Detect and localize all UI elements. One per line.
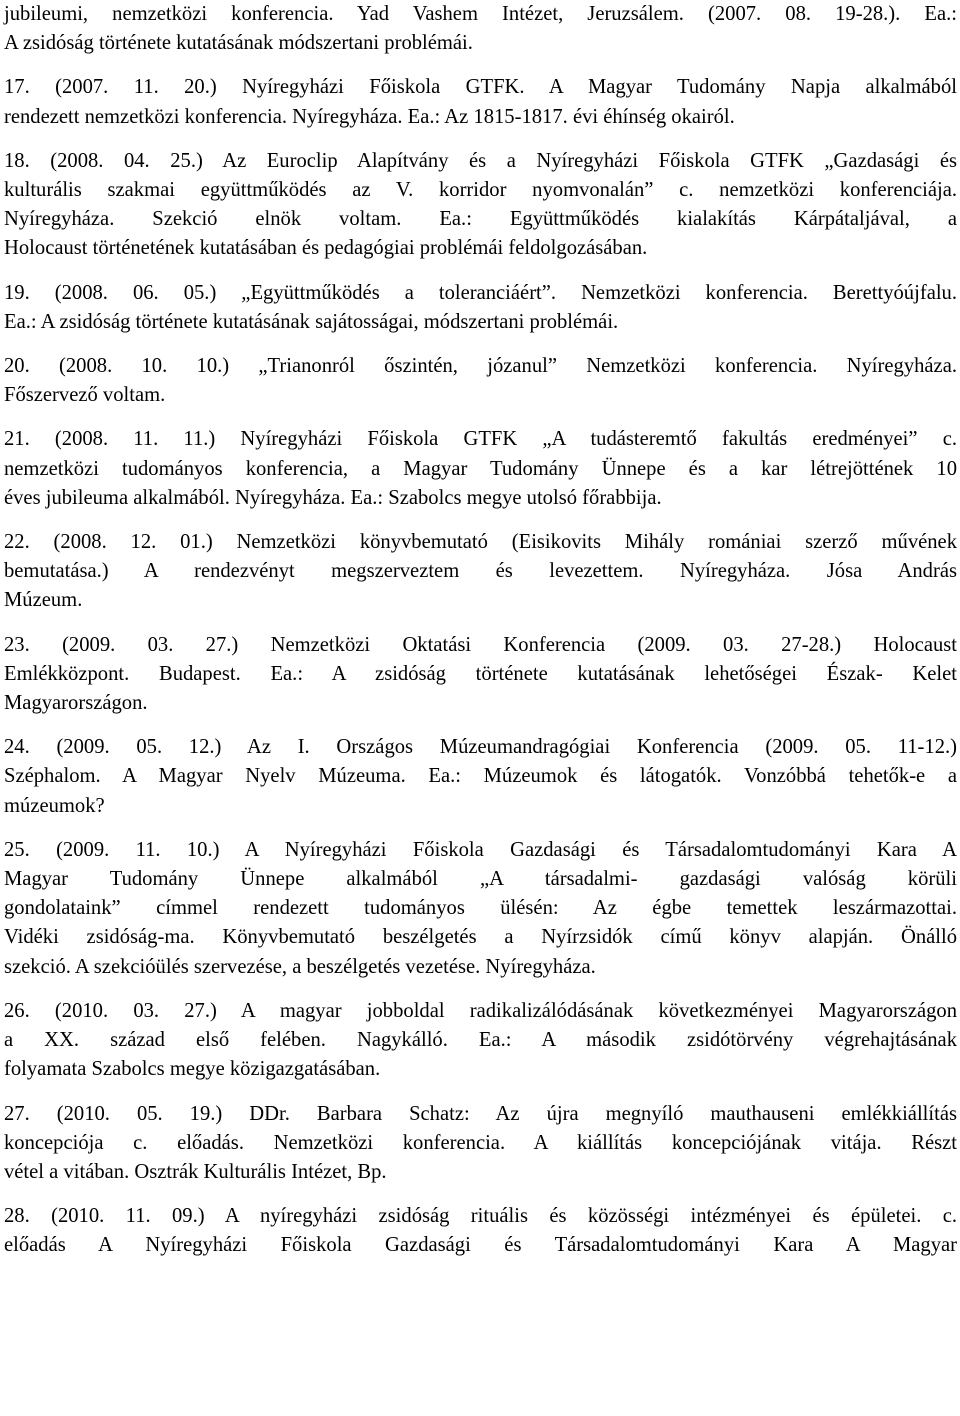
text-line: 26. (2010. 03. 27.) A magyar jobboldal radikalizálódásának következményei Magyarországon (4, 999, 957, 1022)
text-line: bemutatása.) A rendezvényt megszerveztem és levezettem. Nyíregyháza. Jósa András (4, 560, 957, 583)
list-item (4, 279, 957, 337)
text-line: kulturális szakmai együttműködés az V. korridor nyomvonalán” c. nemzetközi konferenciája. (4, 179, 957, 202)
text-line: gondolataink” címmel rendezett tudományos ülésén: Az égbe temettek leszármazottai. (4, 897, 957, 920)
list-item (4, 147, 957, 264)
text-line: múzeumok? (4, 794, 105, 817)
text-line: Magyarországon. (4, 692, 148, 715)
text-line: Vidéki zsidóság-ma. Könyvbemutató beszélgetés a Nyírzsidók című könyv alapján. Önálló (4, 926, 957, 949)
text-line: szekció. A szekcióülés szervezése, a beszélgetés vezetése. Nyíregyháza. (4, 955, 596, 978)
text-line: 22. (2008. 12. 01.) Nemzetközi könyvbemutató (Eisikovits Mihály romániai szerző művének (4, 531, 957, 554)
text-line: 23. (2009. 03. 27.) Nemzetközi Oktatási Konferencia (2009. 03. 27-28.) Holocaust (4, 633, 957, 656)
text-line: koncepciója c. előadás. Nemzetközi konferencia. A kiállítás koncepciójának vitája. Részt (4, 1131, 957, 1154)
list-item (4, 425, 957, 513)
text-line: 24. (2009. 05. 12.) Az I. Országos Múzeumandragógiai Konferencia (2009. 05. 11-12.) (4, 736, 957, 759)
text-line: Múzeum. (4, 589, 83, 612)
text-line: Emlékközpont. Budapest. Ea.: A zsidóság története kutatásának lehetőségei Észak- Kelet (4, 662, 957, 685)
text-line: előadás A Nyíregyházi Főiskola Gazdasági és Társadalomtudományi Kara A Magyar (4, 1234, 957, 1257)
list-item (4, 836, 957, 982)
text-line: 20. (2008. 10. 10.) „Trianonról őszintén, józanul” Nemzetközi konferencia. Nyíregyháza. (4, 355, 957, 378)
text-line: Széphalom. A Magyar Nyelv Múzeuma. Ea.: Múzeumok és látogatók. Vonzóbbá tehetők-e a (4, 765, 957, 788)
text-line: Magyar Tudomány Ünnepe alkalmából „A társadalmi- gazdasági valóság körüli (4, 868, 957, 891)
list-item (4, 528, 957, 616)
text-line: rendezett nemzetközi konferencia. Nyíregyháza. Ea.: Az 1815-1817. évi éhínség okairól. (4, 105, 735, 128)
text-line: 25. (2009. 11. 10.) A Nyíregyházi Főiskola Gazdasági és Társadalomtudományi Kara A (4, 838, 957, 861)
text-line: a XX. század első felében. Nagykálló. Ea.: A második zsidótörvény végrehajtásának (4, 1029, 957, 1052)
list-item (4, 997, 957, 1085)
list-item (4, 73, 957, 131)
list-item (4, 1100, 957, 1188)
text-line: Holocaust történetének kutatásában és pedagógiai problémái feldolgozásában. (4, 237, 648, 260)
list-item (4, 1202, 957, 1260)
list-item (4, 733, 957, 821)
text-line: Főszervező voltam. (4, 384, 166, 407)
document-page (4, 0, 957, 1276)
text-line: Ea.: A zsidóság története kutatásának sajátosságai, módszertani problémái. (4, 310, 619, 333)
text-line: 19. (2008. 06. 05.) „Együttműködés a toleranciáért”. Nemzetközi konferencia. Berettyóújfalu. (4, 281, 957, 304)
text-line: 28. (2010. 11. 09.) A nyíregyházi zsidóság rituális és közösségi intézményei és épületei. c. (4, 1205, 957, 1228)
list-item (4, 352, 957, 410)
text-line: jubileumi, nemzetközi konferencia. Yad Vashem Intézet, Jeruzsálem. (2007. 08. 19-28.). Ea.: (4, 3, 957, 25)
list-item (4, 0, 957, 58)
list-item (4, 631, 957, 719)
text-line: éves jubileuma alkalmából. Nyíregyháza. Ea.: Szabolcs megye utolsó főrabbija. (4, 486, 662, 509)
text-line: 21. (2008. 11. 11.) Nyíregyházi Főiskola GTFK „A tudásteremtő fakultás eredményei” c. (4, 428, 957, 451)
text-line: Nyíregyháza. Szekció elnök voltam. Ea.: Együttműködés kialakítás Kárpátaljával, a (4, 208, 957, 231)
text-line: 18. (2008. 04. 25.) Az Euroclip Alapítvány és a Nyíregyházi Főiskola GTFK „Gazdasági és (4, 149, 957, 172)
text-line: vétel a vitában. Osztrák Kulturális Intézet, Bp. (4, 1160, 387, 1183)
text-line: 17. (2007. 11. 20.) Nyíregyházi Főiskola GTFK. A Magyar Tudomány Napja alkalmából (4, 76, 957, 99)
text-line: folyamata Szabolcs megye közigazgatásában. (4, 1058, 381, 1081)
text-line: nemzetközi tudományos konferencia, a Magyar Tudomány Ünnepe és a kar létrejöttének 10 (4, 457, 957, 480)
text-line: A zsidóság története kutatásának módszertani problémái. (4, 32, 473, 55)
text-line: 27. (2010. 05. 19.) DDr. Barbara Schatz: Az újra megnyíló mauthauseni emlékkiállítás (4, 1102, 957, 1125)
